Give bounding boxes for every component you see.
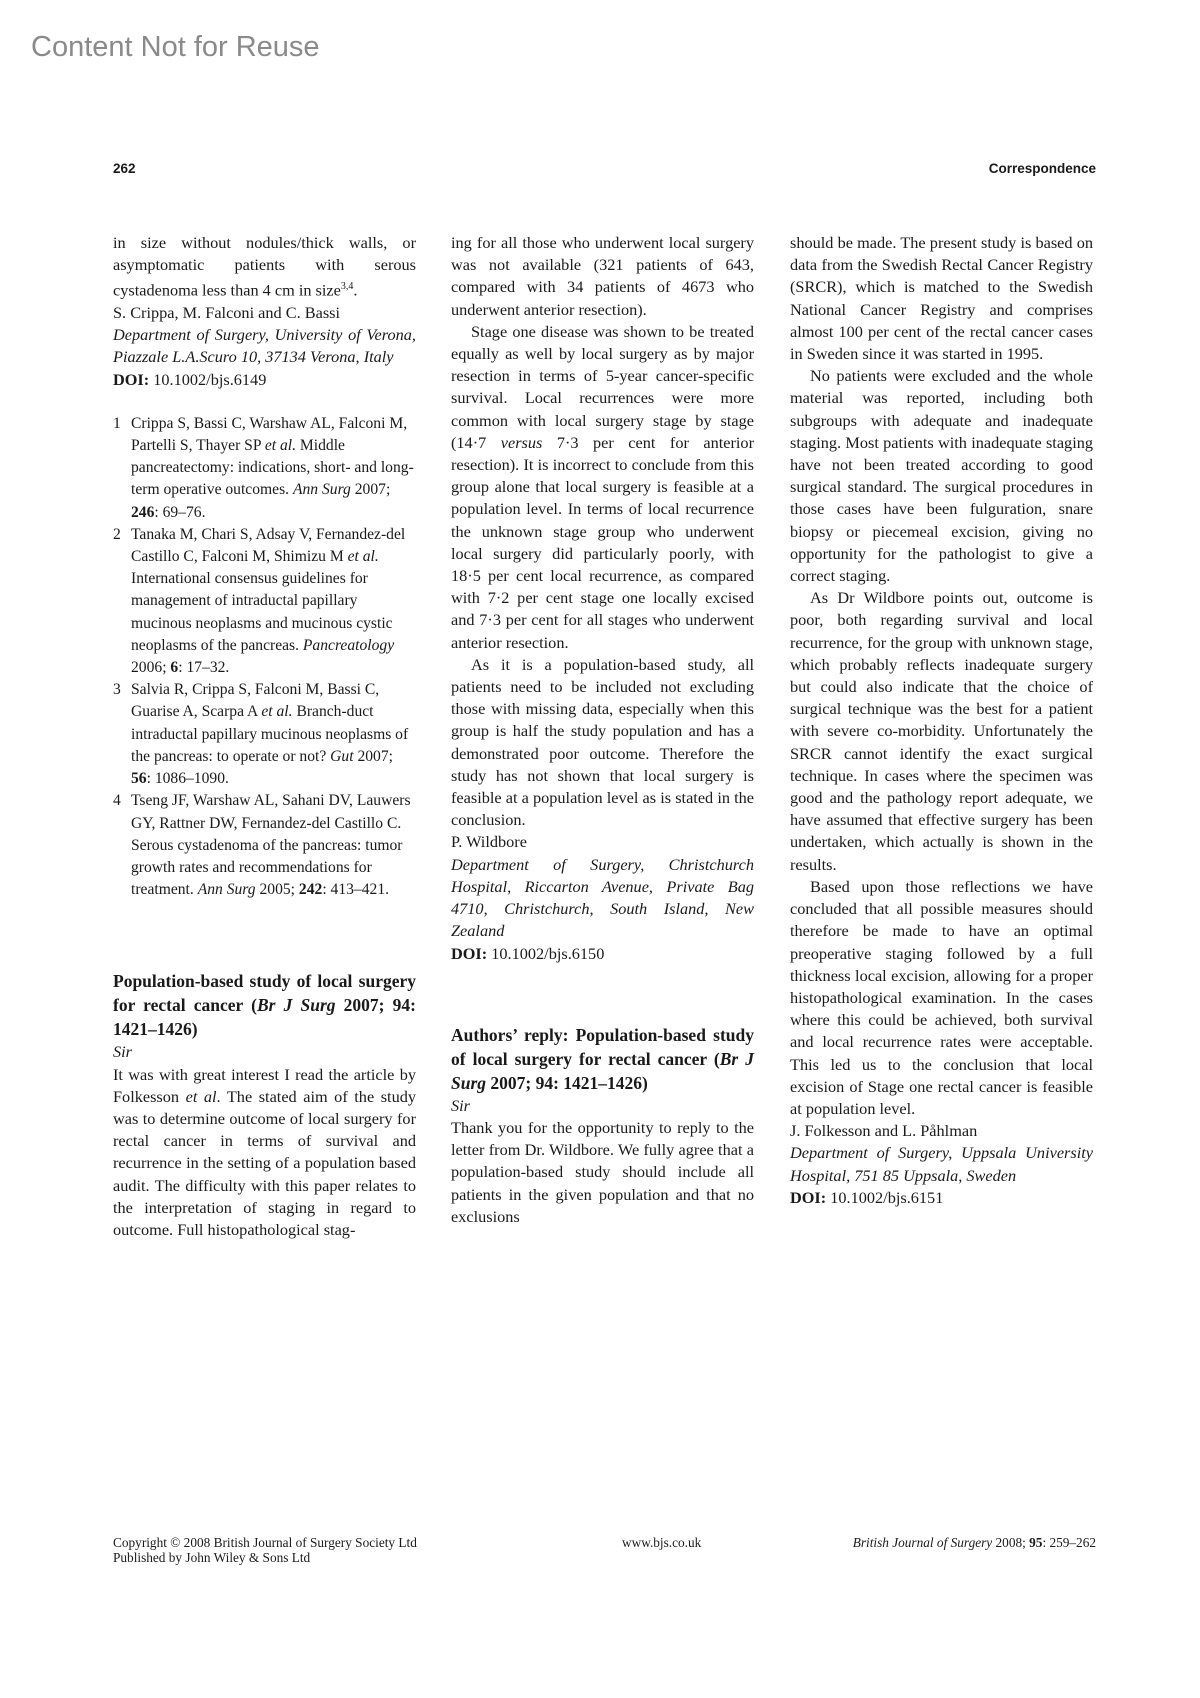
page-number: 262 <box>113 161 136 176</box>
section-title: Correspondence <box>988 161 1096 176</box>
letter-signature: S. Crippa, M. Falconi and C. Bassi <box>113 303 341 323</box>
letter-affiliation: Department of Surgery, University of Verona, Piazzale L.A.Scuro 10, 37134 Verona, Italy <box>113 325 416 367</box>
footer-url[interactable]: www.bjs.co.uk <box>622 1535 702 1550</box>
letter-paragraph: Stage one disease was shown to be treated equally as well by local surgery as by major resection in terms of 5-year cancer-specific survival. Local recurrences were more common with local surgery stage by stage (14·7 versus 7·3 per cent for anterior resection). It is incorrect to conclude from this group alone that local surgery is feasible at a population level. In terms of local recurrence the unknown stage group who underwent local surgery did particularly poorly, with 18·5 per cent local recurrence, as compared with 7·2 per cent stage one locally excised and 7·3 per cent for all stages who underwent anterior resection. <box>451 321 754 652</box>
reply-affiliation: Department of Surgery, Uppsala University Hospital, 751 85 Uppsala, Sweden <box>790 1143 1093 1185</box>
column-2 <box>451 232 754 1228</box>
letter-doi: DOI: 10.1002/bjs.6150 <box>451 943 605 963</box>
reply-doi: DOI: 10.1002/bjs.6151 <box>790 1187 944 1207</box>
column-3 <box>790 232 1093 1209</box>
reference-item: 4 Tseng JF, Warshaw AL, Sahani DV, Lauwers GY, Rattner DW, Fernandez-del Castillo C. Serous cystadenoma of the pancreas: tumor growth rates and recommendations for treatment. Ann Surg 2005; 242: 413–421. <box>113 792 411 899</box>
reply-paragraph: No patients were excluded and the whole material was reported, including both subgroups with adequate and inadequate staging. Most patients with inadequate staging have not been treated according to good surgical standard. The surgical procedures in those cases have been fulguration, snare biopsy or piecemeal excision, giving no opportunity for the pathologist to give a correct staging. <box>790 366 1093 586</box>
letter-affiliation: Department of Surgery, Christchurch Hospital, Riccarton Avenue, Private Bag 4710, Christchurch, South Island, New Zealand <box>451 854 754 941</box>
watermark: Content Not for Reuse <box>31 31 320 63</box>
reference-item: 2 Tanaka M, Chari S, Adsay V, Fernandez-del Castillo C, Falconi M, Shimizu M et al. International consensus guidelines for management of intraductal papillary mucinous neoplasms and mucinous cystic neoplasms of the pancreas. Pancreatology 2006; 6: 17–32. <box>113 525 406 677</box>
letter-doi: DOI: 10.1002/bjs.6149 <box>113 369 267 389</box>
letter-paragraph: ing for all those who underwent local surgery was not available (321 patients of 643, compared with 34 patients of 4673 who underwent anterior resection). <box>451 233 754 319</box>
reference-list <box>113 413 416 901</box>
letter-title: Population-based study of local surgery for rectal cancer (Br J Surg 2007; 94: 1421–1426) <box>113 971 416 1040</box>
reference-item: 3 Salvia R, Crippa S, Falconi M, Bassi C, Guarise A, Scarpa A et al. Branch-duct intraductal papillary mucinous neoplasms of the pancreas: to operate or not? Gut 2007; 56: 1086–1090. <box>113 681 409 788</box>
reference-item: 1 Crippa S, Bassi C, Warshaw AL, Falconi M, Partelli S, Thayer SP et al. Middle pancreatectomy: indications, short- and long-term operative outcomes. Ann Surg 2007; 246: 69–76. <box>113 414 414 521</box>
reply-paragraph: Based upon those reflections we have concluded that all possible measures should therefore be made to have an optimal preoperative staging followed by a full thickness local excision, allowing for a proper histopathological examination. In the cases where this could be achieved, both survival and local recurrence rates were acceptable. This led us to the conclusion that local excision of Stage one rectal cancer is feasible at population level. <box>790 876 1093 1118</box>
footer-copyright: Copyright © 2008 British Journal of Surgery Society Ltd Published by John Wiley & Sons Ltd <box>113 1535 417 1565</box>
reply-body: Thank you for the opportunity to reply to the letter from Dr. Wildbore. We fully agree that a population-based study should include all patients in the given population and that no exclusions <box>451 1117 754 1226</box>
letter-continuation: in size without nodules/thick walls, or asymptomatic patients with serous cystadenoma less than 4 cm in size$^{3,4}$. <box>113 233 416 300</box>
reply-paragraph: As Dr Wildbore points out, outcome is poor, both regarding survival and local recurrence, for the group with unknown stage, which probably reflects inadequate surgery but could also indicate that the choice of surgical technique was the best for a patient with severe co-morbidity. Unfortunately the SRCR cannot identify the exact surgical technique. In cases where the specimen was good and the pathology report adequate, we have assumed that effective surgery has been undertaken, which actually is shown in the results. <box>790 588 1093 874</box>
letter-paragraph: As it is a population-based study, all patients need to be included not excluding those with missing data, especially when this group is half the study population and has a demonstrated poor outcome. Therefore the study has not shown that local surgery is feasible at a population level as is stated in the conclusion. <box>451 654 754 830</box>
reply-signature: J. Folkesson and L. Påhlman <box>790 1121 978 1141</box>
footer-citation: British Journal of Surgery 2008; 95: 259–262 <box>852 1535 1096 1550</box>
reply-paragraph: should be made. The present study is based on data from the Swedish Rectal Cancer Registry (SRCR), which is matched to the Swedish National Cancer Registry and comprises almost 100 per cent of the rectal cancer cases in Sweden since it was started in 1995. <box>790 233 1093 364</box>
letter-salutation: Sir <box>113 1042 133 1062</box>
column-1 <box>113 232 416 1241</box>
letter-body: It was with great interest I read the article by Folkesson et al. The stated aim of the study was to determine outcome of local surgery for rectal cancer in terms of survival and recurrence in the setting of a population based audit. The difficulty with this paper relates to the interpretation of staging in regard to outcome. Full histopathological stag- <box>113 1064 416 1239</box>
reply-title: Authors’ reply: Population-based study of local surgery for rectal cancer (Br J Surg 2007; 94: 1421–1426) <box>451 1024 754 1093</box>
reply-salutation: Sir <box>451 1095 471 1115</box>
letter-signature: P. Wildbore <box>451 832 527 852</box>
